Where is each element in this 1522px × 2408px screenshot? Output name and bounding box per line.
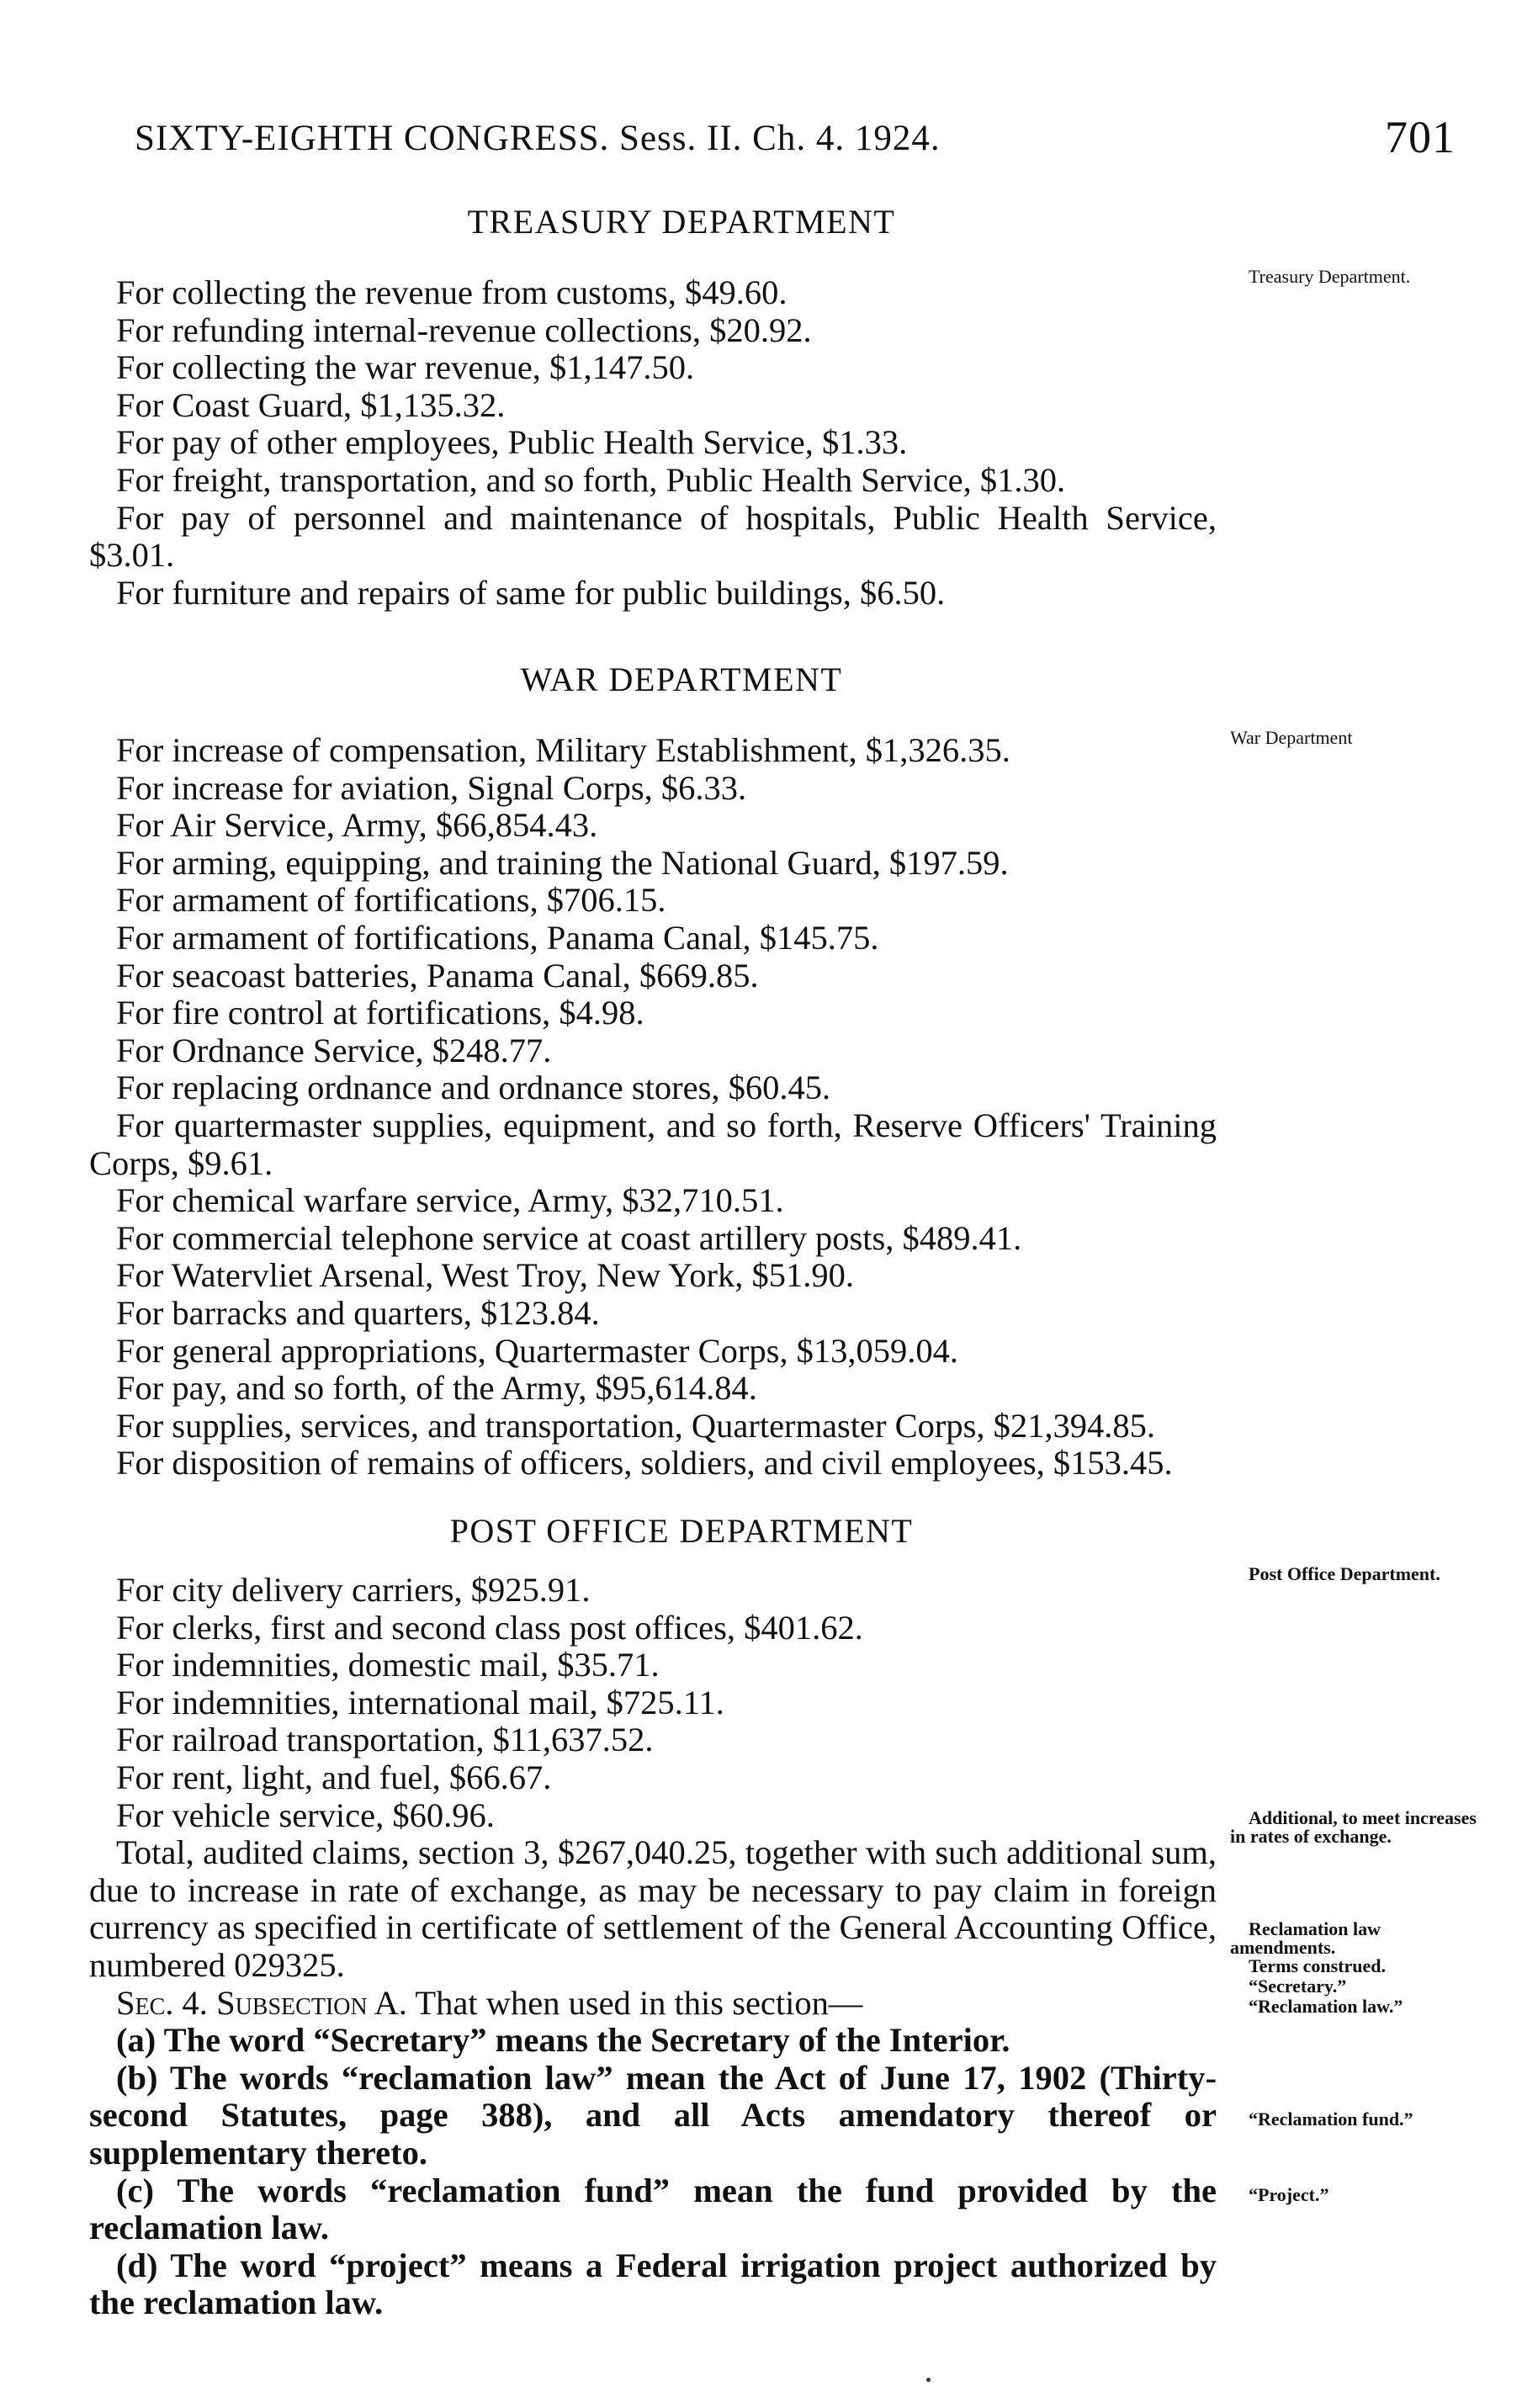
treasury-heading: TREASURY DEPARTMENT [467, 203, 896, 241]
post-office-item: For railroad transportation, $11,637.52. [116, 1721, 654, 1759]
definition-d: (d) The word “project” means a Federal irrigation project authorized by the reclamation law. [89, 2246, 1217, 2322]
war-item: For armament of fortifications, Panama Canal, $145.75. [116, 918, 879, 957]
reclamation-law-note: “Reclamation law.” [1249, 1996, 1403, 2017]
post-office-margin-note: Post Office Department. [1249, 1563, 1440, 1584]
war-item: For commercial telephone service at coast artillery posts, $489.41. [116, 1218, 1022, 1257]
war-item: For arming, equipping, and training the National Guard, $197.59. [116, 843, 1009, 882]
treasury-item: For collecting the revenue from customs, $49.60. [116, 273, 788, 311]
treasury-item: For pay of other employees, Public Health Service, $1.33. [116, 423, 908, 462]
terms-construed-note: Terms construed. [1249, 1955, 1386, 1976]
additional-margin-note: Additional, to meet increases in rates of exchange. [1230, 1807, 1477, 1847]
reclamation-amendments-note: Reclamation law amendments. [1230, 1918, 1381, 1958]
page-number: 701 [1385, 112, 1456, 162]
war-heading: WAR DEPARTMENT [520, 660, 843, 698]
subsection-label: Subsection [216, 1983, 368, 2022]
secretary-note: “Secretary.” [1249, 1976, 1347, 1997]
running-title: SIXTY-EIGHTH CONGRESS. Sess. II. Ch. 4. 1924. [135, 119, 941, 158]
war-item: For increase of compensation, Military Establishment, $1,326.35. [116, 731, 1010, 769]
section-4-intro [89, 1985, 1217, 2023]
total-paragraph: Total, audited claims, section 3, $267,040.25, together with such additional sum, due to increase in rate of exchange, as may be necessary to pay claim in foreign currency as specified in certificate of settlement of the General Accounting Office, numbered 029325. [89, 1833, 1217, 1984]
war-item: For Air Service, Army, $66,854.43. [116, 806, 598, 845]
war-item: For disposition of remains of officers, soldiers, and civil employees, $153.45. [116, 1444, 1173, 1482]
reclamation-fund-note: “Reclamation fund.” [1249, 2108, 1413, 2130]
post-office-item: For rent, light, and fuel, $66.67. [116, 1758, 552, 1796]
war-item: For fire control at fortifications, $4.98. [116, 994, 644, 1032]
war-item: For Ordnance Service, $248.77. [116, 1031, 552, 1069]
war-items [89, 732, 1217, 1482]
treasury-item: For pay of personnel and maintenance of hospitals, Public Health Service, $3.01. [89, 498, 1217, 575]
treasury-item: For furniture and repairs of same for public buildings, $6.50. [116, 573, 946, 612]
war-item: For Watervliet Arsenal, West Troy, New York, $51.90. [116, 1256, 854, 1295]
sec-label: Sec. 4. [116, 1983, 208, 2022]
war-item: For barracks and quarters, $123.84. [116, 1293, 600, 1332]
post-office-items [89, 1572, 1217, 2322]
war-item: For quartermaster supplies, equipment, and so forth, Reserve Officers' Training Corps, $9.61. [89, 1106, 1217, 1182]
war-item: For pay, and so forth, of the Army, $95,614.84. [116, 1369, 757, 1408]
print-speck [926, 2378, 931, 2382]
treasury-margin-note: Treasury Department. [1249, 266, 1411, 287]
war-item: For armament of fortifications, $706.15. [116, 881, 666, 920]
post-office-item: For city delivery carriers, $925.91. [116, 1571, 591, 1609]
post-office-heading: POST OFFICE DEPARTMENT [449, 1512, 914, 1550]
project-note: “Project.” [1249, 2184, 1329, 2205]
treasury-item: For Coast Guard, $1,135.32. [116, 385, 506, 424]
post-office-item: For indemnities, international mail, $725.11. [116, 1683, 724, 1721]
treasury-item: For refunding internal-revenue collections, $20.92. [116, 310, 812, 349]
war-margin-note: War Department [1230, 727, 1353, 748]
war-item: For general appropriations, Quartermaster Corps, $13,059.04. [116, 1331, 959, 1370]
definition-b: (b) The words “reclamation law” mean the Act of June 17, 1902 (Thirty-second Statutes, page 388), and all Acts amendatory thereof or supplementary thereto. [89, 2058, 1217, 2172]
treasury-item: For freight, transportation, and so forth, Public Health Service, $1.30. [116, 460, 1066, 499]
section-4-intro-rest: A. That when used in this section— [374, 1983, 863, 2022]
war-item: For supplies, services, and transportation, Quartermaster Corps, $21,394.85. [116, 1406, 1156, 1445]
treasury-item: For collecting the war revenue, $1,147.50. [116, 348, 695, 387]
war-item: For replacing ordnance and ordnance stores, $60.45. [116, 1069, 831, 1107]
war-item: For increase for aviation, Signal Corps, $6.33. [116, 768, 747, 807]
post-office-item: For indemnities, domestic mail, $35.71. [116, 1646, 660, 1684]
post-office-item: For clerks, first and second class post offices, $401.62. [116, 1608, 863, 1647]
definition-a: (a) The word “Secretary” means the Secretary of the Interior. [116, 2021, 1010, 2060]
war-item: For seacoast batteries, Panama Canal, $669.85. [116, 956, 759, 994]
post-office-item: For vehicle service, $60.96. [116, 1795, 495, 1834]
treasury-items [89, 274, 1217, 612]
running-head [135, 112, 1456, 168]
definition-c: (c) The words “reclamation fund” mean the fund provided by the reclamation law. [89, 2171, 1217, 2247]
war-item: For chemical warfare service, Army, $32,710.51. [116, 1181, 784, 1220]
